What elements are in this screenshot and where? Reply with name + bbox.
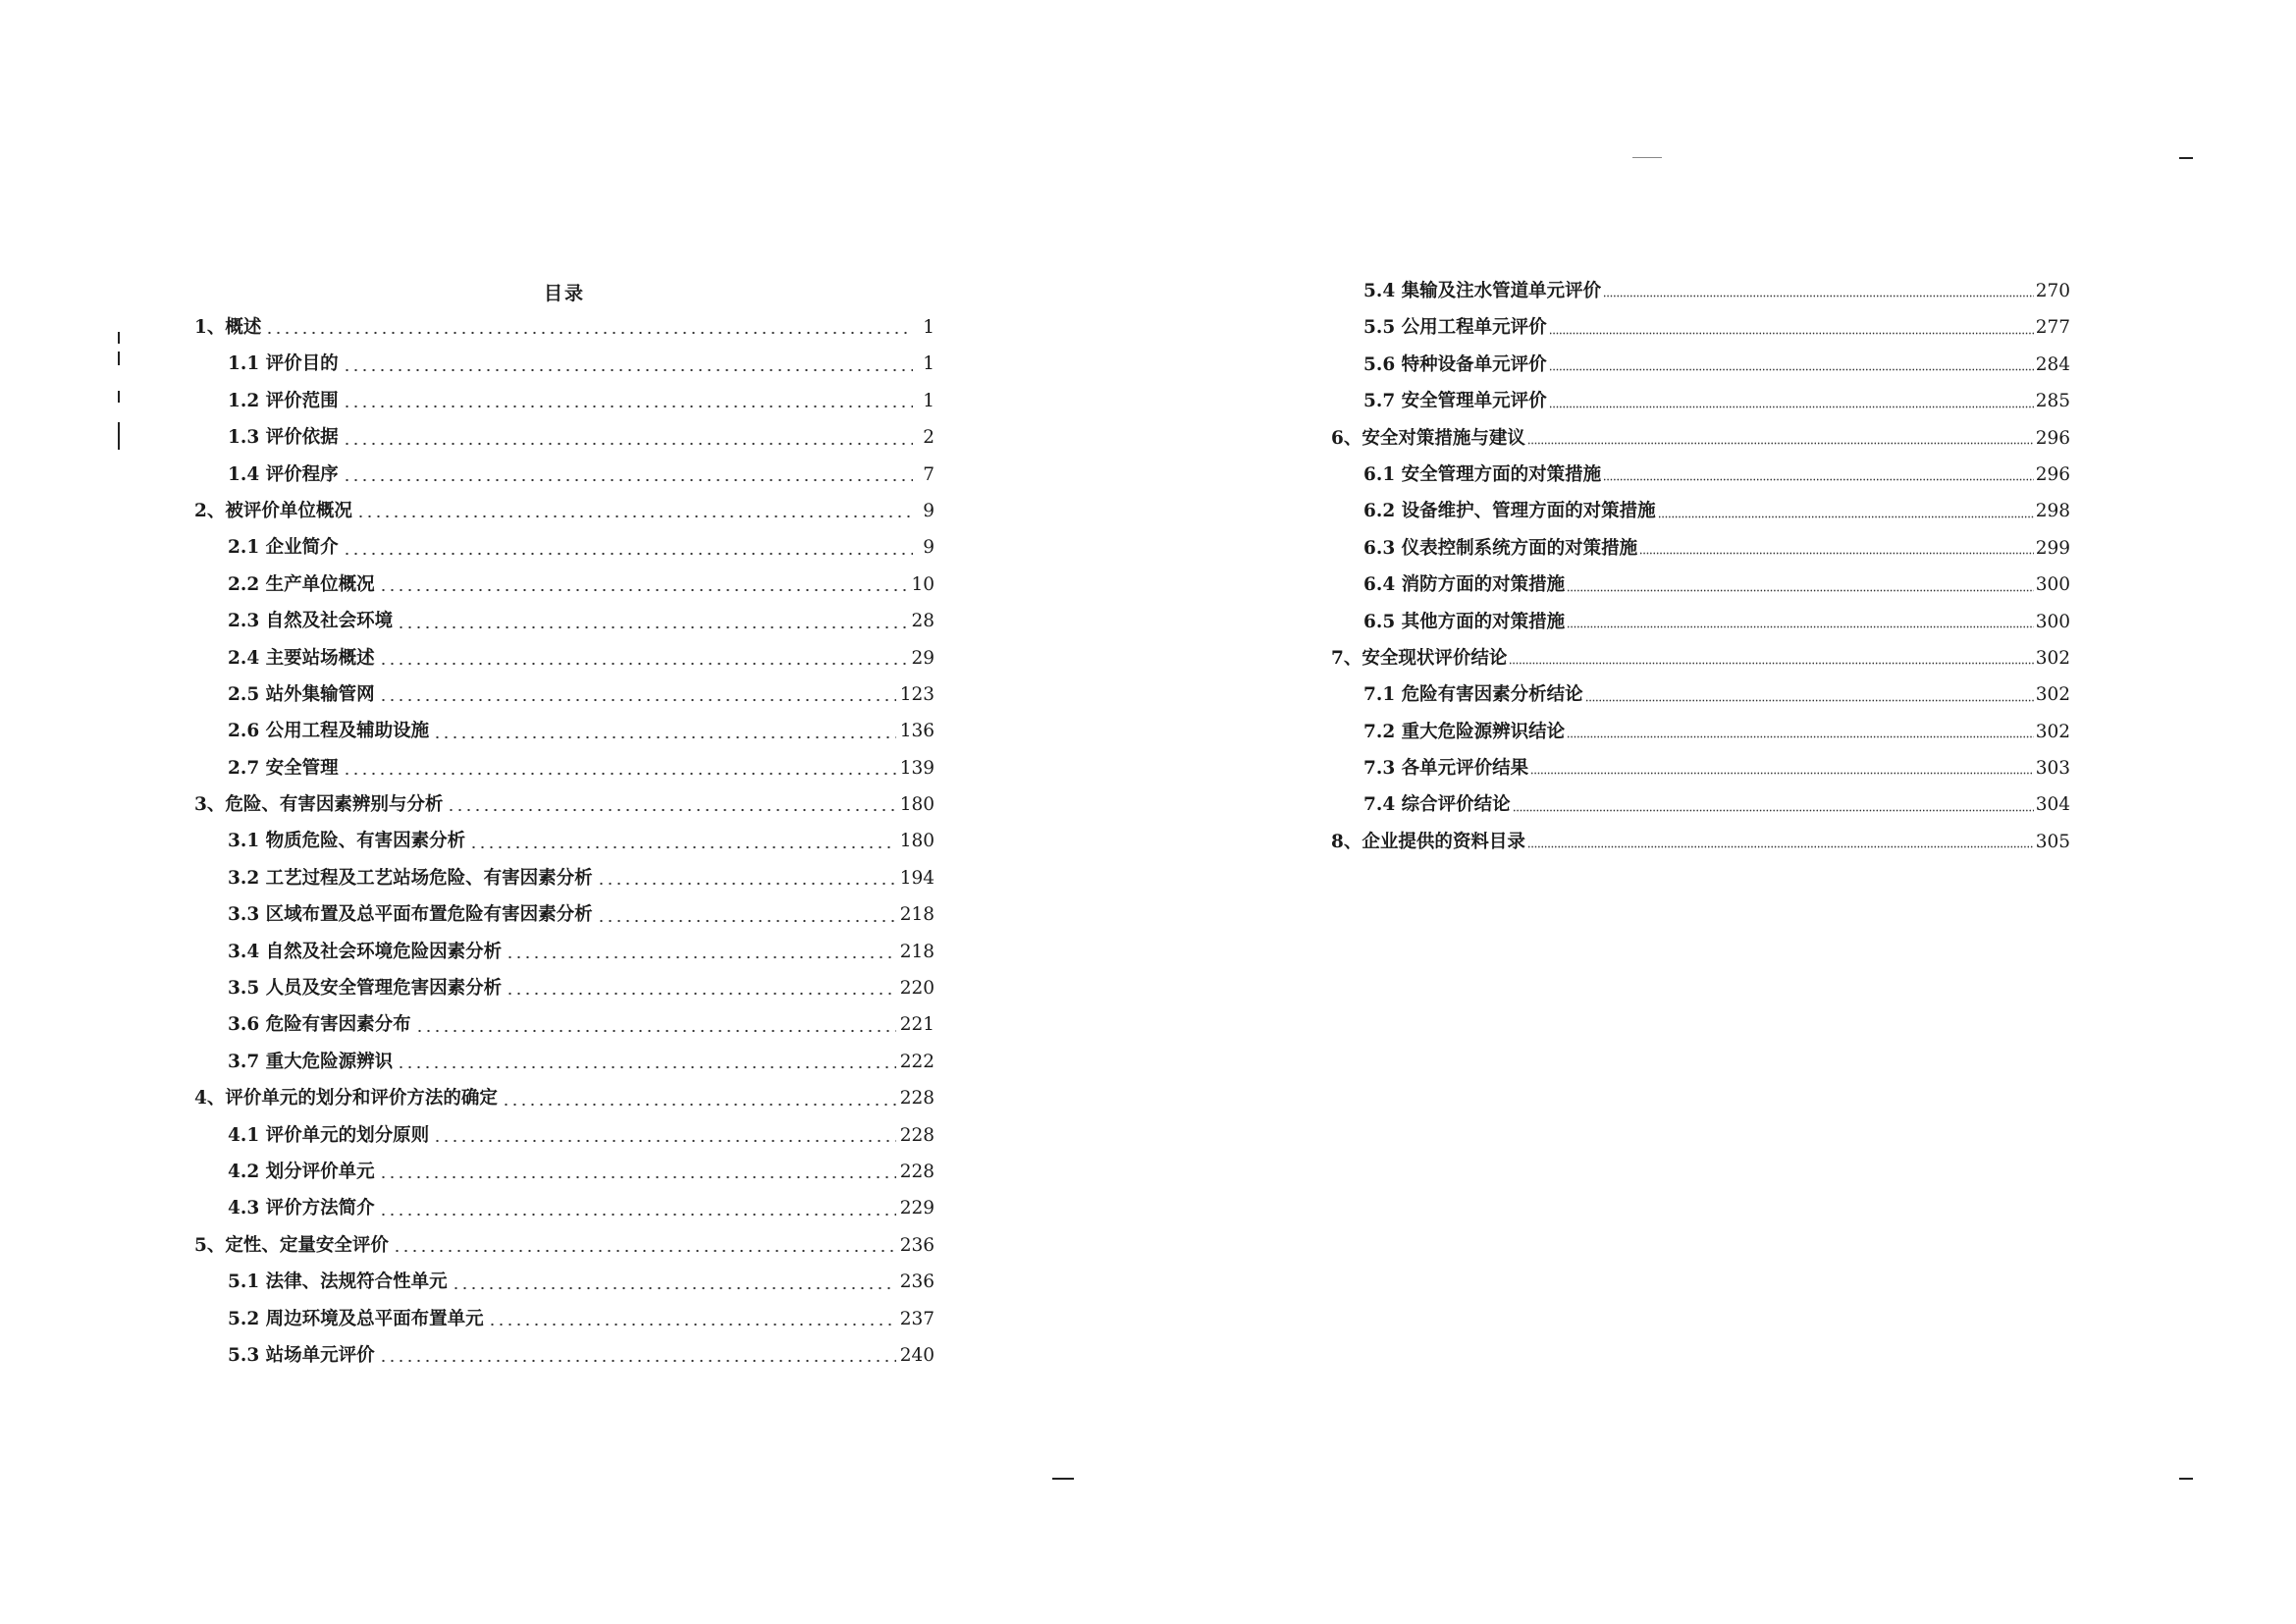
toc-dot-leader xyxy=(1549,397,2034,408)
toc-entry-page-number: 228 xyxy=(899,1124,934,1146)
toc-entry xyxy=(194,640,934,677)
toc-dot-leader xyxy=(452,1278,896,1290)
toc-entry-label: 3.5 人员及安全管理危害因素分析 xyxy=(228,978,503,1000)
toc-entry-label: 6.4 消防方面的对策措施 xyxy=(1363,574,1566,596)
toc-entry xyxy=(1331,824,2070,860)
toc-entry-label: 1.2 评价范围 xyxy=(228,390,339,411)
toc-entry-label: 6.5 其他方面的对策措施 xyxy=(1363,611,1566,632)
toc-entry-label: 5.7 安全管理单元评价 xyxy=(1363,391,1547,412)
toc-entry-page-number: 194 xyxy=(899,867,934,889)
toc-entry xyxy=(194,383,934,419)
toc-entry-label: 6、安全对策措施与建议 xyxy=(1331,427,1525,449)
toc-entry-label: 2.2 生产单位概况 xyxy=(228,573,375,595)
toc-entry-label: 4.1 评价单元的划分原则 xyxy=(228,1124,430,1146)
toc-entry-label: 3.2 工艺过程及工艺站场危险、有害因素分析 xyxy=(228,867,593,889)
toc-entry-page-number: 302 xyxy=(2035,721,2070,742)
toc-dot-leader xyxy=(502,1095,896,1107)
toc-entry xyxy=(194,493,934,529)
toc-entry xyxy=(1331,786,2070,823)
toc-entry-label: 5.4 集输及注水管道单元评价 xyxy=(1363,280,1602,301)
toc-entry xyxy=(1331,567,2070,603)
toc-entry-page-number: 9 xyxy=(923,500,934,521)
toc-entry xyxy=(194,457,934,493)
toc-entry-page-number: 123 xyxy=(899,683,934,705)
toc-entry-page-number: 240 xyxy=(899,1344,934,1366)
toc-entry-label: 4、评价单元的划分和评价方法的确定 xyxy=(194,1088,498,1110)
toc-entry-page-number: 285 xyxy=(2035,391,2070,412)
toc-entry-page-number: 180 xyxy=(899,831,934,852)
toc-dot-leader xyxy=(1567,580,2034,592)
toc-entry xyxy=(194,1117,934,1154)
toc-entry-page-number: 220 xyxy=(899,978,934,1000)
toc-entry-label: 4.2 划分评价单元 xyxy=(228,1161,375,1182)
toc-dot-leader xyxy=(343,360,913,372)
toc-entry-page-number: 302 xyxy=(2035,647,2070,669)
toc-entry-label: 2、被评价单位概况 xyxy=(194,500,352,521)
scan-mark xyxy=(1052,1478,1074,1480)
toc-entry-page-number: 296 xyxy=(2035,427,2070,449)
toc-entry-page-number: 7 xyxy=(923,463,934,485)
toc-entry xyxy=(194,970,934,1006)
toc-entry-label: 6.1 安全管理方面的对策措施 xyxy=(1363,463,1602,485)
toc-dot-leader xyxy=(343,764,896,776)
toc-dot-leader xyxy=(1585,690,2034,702)
toc-entry xyxy=(194,1337,934,1374)
toc-dot-leader xyxy=(379,1167,896,1179)
toc-dot-leader xyxy=(343,397,913,408)
toc-title: 目录 xyxy=(543,283,585,304)
scan-mark xyxy=(2179,1478,2193,1480)
toc-entry-page-number: 296 xyxy=(2035,463,2070,485)
toc-entry-label: 7、安全现状评价结论 xyxy=(1331,647,1508,669)
toc-entry-label: 1.3 评价依据 xyxy=(228,427,339,449)
toc-entry-page-number: 9 xyxy=(923,537,934,559)
toc-dot-leader xyxy=(506,984,896,996)
toc-entry-page-number: 299 xyxy=(2035,537,2070,559)
toc-entry-label: 3、危险、有害因素辨别与分析 xyxy=(194,794,444,816)
toc-entry xyxy=(1331,493,2070,529)
toc-entry-page-number: 302 xyxy=(2035,684,2070,706)
toc-entry xyxy=(1331,420,2070,457)
toc-entry-label: 3.6 危险有害因素分布 xyxy=(228,1014,411,1036)
scan-mark xyxy=(2179,157,2193,159)
toc-entry-page-number: 29 xyxy=(911,647,934,669)
toc-entry xyxy=(1331,273,2070,309)
toc-entry-label: 6.2 设备维护、管理方面的对策措施 xyxy=(1363,501,1656,522)
toc-dot-leader xyxy=(1567,727,2034,738)
scan-mark xyxy=(118,352,120,365)
toc-entry xyxy=(194,603,934,639)
toc-entry-page-number: 229 xyxy=(899,1198,934,1219)
toc-entry-label: 1.1 评价目的 xyxy=(228,353,339,375)
toc-entry-label: 4.3 评价方法简介 xyxy=(228,1198,375,1219)
toc-entry-page-number: 218 xyxy=(899,941,934,962)
toc-dot-leader xyxy=(1527,433,2034,445)
toc-entry xyxy=(1331,347,2070,383)
toc-dot-leader xyxy=(343,544,913,556)
toc-entry xyxy=(194,419,934,456)
toc-entry xyxy=(194,529,934,566)
toc-entry xyxy=(194,1301,934,1337)
toc-dot-leader xyxy=(379,1205,896,1217)
toc-entry xyxy=(194,567,934,603)
toc-entry xyxy=(1331,714,2070,750)
toc-entry-page-number: 300 xyxy=(2035,611,2070,632)
toc-entry-page-number: 298 xyxy=(2035,501,2070,522)
toc-entry-label: 5.1 法律、法规符合性单元 xyxy=(228,1272,448,1293)
toc-entry-label: 7.1 危险有害因素分析结论 xyxy=(1363,684,1583,706)
toc-entry xyxy=(1331,530,2070,567)
toc-entry-page-number: 236 xyxy=(899,1272,934,1293)
toc-dot-leader xyxy=(469,838,896,849)
toc-entry-page-number: 228 xyxy=(899,1161,934,1182)
toc-dot-leader xyxy=(1567,617,2034,628)
toc-entry-label: 2.7 安全管理 xyxy=(228,757,339,779)
toc-entry xyxy=(194,713,934,749)
toc-entry-page-number: 303 xyxy=(2035,758,2070,780)
toc-entry xyxy=(194,1080,934,1116)
toc-entry xyxy=(1331,677,2070,713)
toc-dot-leader xyxy=(379,690,896,702)
toc-dot-leader xyxy=(1549,359,2034,371)
toc-dot-leader xyxy=(597,911,896,923)
toc-entry xyxy=(1331,383,2070,419)
toc-dot-leader xyxy=(415,1021,896,1033)
toc-dot-leader xyxy=(1509,653,2033,665)
scan-mark xyxy=(118,332,120,344)
toc-entry-page-number: 180 xyxy=(899,794,934,816)
toc-entry xyxy=(194,1190,934,1226)
toc-entry-page-number: 28 xyxy=(911,611,934,632)
toc-dot-leader xyxy=(1513,800,2034,812)
toc-dot-leader xyxy=(1658,507,2034,518)
toc-dot-leader xyxy=(343,470,913,482)
toc-entry-label: 3.1 物质危险、有害因素分析 xyxy=(228,831,466,852)
toc-entry xyxy=(194,1264,934,1300)
toc-entry-label: 3.4 自然及社会环境危险因素分析 xyxy=(228,941,503,962)
toc-entry xyxy=(194,823,934,859)
toc-entry-label: 2.3 自然及社会环境 xyxy=(228,611,394,632)
toc-entry-page-number: 284 xyxy=(2035,353,2070,375)
toc-entry-page-number: 1 xyxy=(923,353,934,375)
toc-dot-leader xyxy=(1639,543,2034,555)
right-page xyxy=(1148,0,2296,1624)
toc-entry xyxy=(194,309,934,346)
toc-dot-leader xyxy=(265,323,913,335)
toc-dot-leader xyxy=(397,618,907,629)
toc-entry-page-number: 218 xyxy=(899,904,934,926)
toc-entry xyxy=(1331,640,2070,677)
toc-dot-leader xyxy=(1530,763,2034,775)
toc-dot-leader xyxy=(506,947,896,959)
toc-entry-page-number: 221 xyxy=(899,1014,934,1036)
toc-list-right xyxy=(1331,273,2070,860)
toc-entry-page-number: 139 xyxy=(899,757,934,779)
toc-entry xyxy=(194,677,934,713)
toc-entry xyxy=(194,1006,934,1043)
toc-entry xyxy=(1331,604,2070,640)
toc-entry-label: 1、概述 xyxy=(194,316,262,338)
toc-entry-page-number: 1 xyxy=(923,316,934,338)
toc-entry-page-number: 228 xyxy=(899,1088,934,1110)
toc-dot-leader xyxy=(393,1241,896,1253)
toc-dot-leader xyxy=(379,654,908,666)
toc-entry-label: 6.3 仪表控制系统方面的对策措施 xyxy=(1363,537,1638,559)
toc-entry-label: 7.3 各单元评价结果 xyxy=(1363,758,1529,780)
toc-entry-page-number: 237 xyxy=(899,1308,934,1329)
toc-entry xyxy=(194,934,934,970)
toc-entry-label: 5.6 特种设备单元评价 xyxy=(1363,353,1547,375)
toc-entry-label: 3.3 区域布置及总平面布置危险有害因素分析 xyxy=(228,904,593,926)
toc-entry-label: 5、定性、定量安全评价 xyxy=(194,1234,389,1256)
toc-entry-page-number: 2 xyxy=(923,427,934,449)
toc-dot-leader xyxy=(379,1351,896,1363)
toc-entry-label: 8、企业提供的资料目录 xyxy=(1331,831,1525,852)
toc-entry-label: 5.5 公用工程单元评价 xyxy=(1363,317,1547,339)
toc-dot-leader xyxy=(433,728,896,739)
toc-dot-leader xyxy=(433,1131,896,1143)
toc-entry xyxy=(194,1227,934,1264)
toc-entry-label: 2.1 企业简介 xyxy=(228,537,339,559)
toc-entry-label: 3.7 重大危险源辨识 xyxy=(228,1051,394,1072)
toc-entry-label: 7.4 综合评价结论 xyxy=(1363,794,1511,816)
toc-dot-leader xyxy=(1603,469,2034,481)
toc-dot-leader xyxy=(1549,323,2034,335)
toc-dot-leader xyxy=(597,874,896,886)
toc-entry xyxy=(194,896,934,933)
toc-entry xyxy=(1331,309,2070,346)
toc-dot-leader xyxy=(397,1057,896,1069)
toc-dot-leader xyxy=(356,507,913,518)
toc-entry xyxy=(194,750,934,786)
toc-entry-page-number: 300 xyxy=(2035,574,2070,596)
scan-mark xyxy=(118,391,120,403)
toc-dot-leader xyxy=(1603,286,2034,298)
toc-entry-page-number: 236 xyxy=(899,1234,934,1256)
scan-mark xyxy=(1632,157,1662,158)
toc-entry xyxy=(194,346,934,382)
toc-dot-leader xyxy=(1527,837,2034,848)
toc-entry-page-number: 305 xyxy=(2035,831,2070,852)
toc-entry xyxy=(194,1044,934,1080)
toc-entry-page-number: 1 xyxy=(923,390,934,411)
toc-entry-page-number: 270 xyxy=(2035,280,2070,301)
toc-entry-page-number: 304 xyxy=(2035,794,2070,816)
toc-entry-label: 2.4 主要站场概述 xyxy=(228,647,375,669)
toc-entry xyxy=(1331,457,2070,493)
toc-entry-label: 5.3 站场单元评价 xyxy=(228,1344,375,1366)
toc-entry-label: 1.4 评价程序 xyxy=(228,463,339,485)
toc-dot-leader xyxy=(447,800,895,812)
toc-list-left xyxy=(194,309,934,1374)
toc-entry xyxy=(194,860,934,896)
toc-entry-page-number: 136 xyxy=(899,721,934,742)
toc-entry-page-number: 277 xyxy=(2035,317,2070,339)
toc-dot-leader xyxy=(488,1315,896,1326)
toc-entry-page-number: 10 xyxy=(911,573,934,595)
scan-mark xyxy=(118,422,120,450)
toc-entry-label: 2.6 公用工程及辅助设施 xyxy=(228,721,430,742)
toc-dot-leader xyxy=(379,580,908,592)
toc-entry-label: 7.2 重大危险源辨识结论 xyxy=(1363,721,1566,742)
toc-entry xyxy=(194,1154,934,1190)
toc-entry-label: 2.5 站外集输管网 xyxy=(228,683,375,705)
toc-entry xyxy=(1331,750,2070,786)
toc-entry xyxy=(194,786,934,823)
toc-entry-label: 5.2 周边环境及总平面布置单元 xyxy=(228,1308,484,1329)
toc-entry-page-number: 222 xyxy=(899,1051,934,1072)
toc-dot-leader xyxy=(343,434,913,446)
